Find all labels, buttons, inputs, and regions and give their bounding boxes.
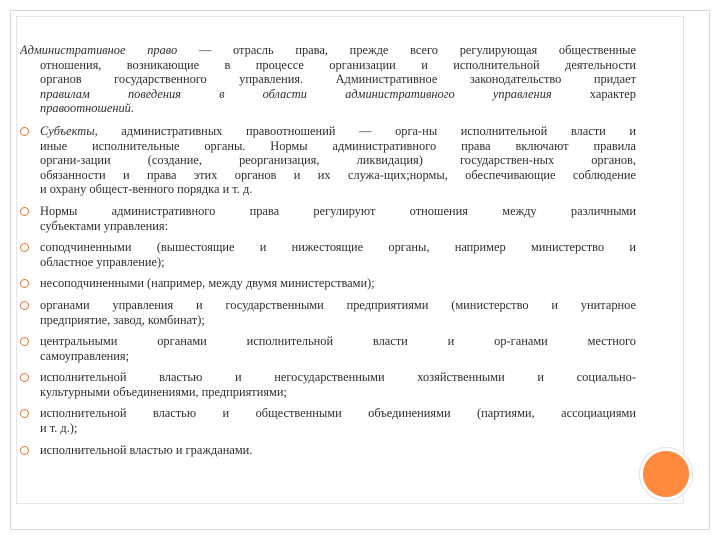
intro-paragraph — [20, 43, 636, 116]
item-line: исполнительной властью и общественными объединениями (партиями, ассоциациями — [40, 406, 636, 421]
intro-line: правоотношений. — [40, 101, 134, 116]
list-item — [20, 204, 636, 233]
intro-line: правилам поведения в области административного управления характер — [40, 86, 636, 101]
list-item-subjects — [20, 124, 636, 197]
orange-circle-decoration — [640, 448, 692, 500]
list-item — [20, 334, 636, 363]
item-line: культурными объединениями, предприятиями; — [40, 384, 287, 399]
slide-content — [20, 43, 636, 464]
item-line: несоподчиненными (например, между двумя министерствами); — [40, 276, 375, 291]
bullet-icon — [20, 127, 29, 136]
list-item — [20, 240, 636, 269]
item-line: центральными органами исполнительной власти и ор-ганами местного — [40, 334, 636, 349]
intro-term: Административное право — [20, 43, 178, 57]
intro-line: органов государственного управления. Административное законодательство придает — [40, 72, 636, 87]
item-line: Нормы административного права регулируют отношения между различными — [40, 203, 636, 218]
item-line: самоуправления; — [40, 348, 130, 363]
item-line: предприятие, завод, комбинат); — [40, 312, 205, 327]
intro-line: отношения, возникающие в процессе организации и исполнительной деятельности — [40, 57, 636, 72]
item-line: органи-зации (создание, реорганизация, ликвидация) государствен-ных органов, — [40, 153, 636, 168]
bullet-icon — [20, 337, 29, 346]
bullet-icon — [20, 243, 29, 252]
item-line: органами управления и государственными предприятиями (министерство и унитарное — [40, 297, 636, 312]
bullet-icon — [20, 373, 29, 382]
bullet-icon — [20, 207, 29, 216]
bullet-icon — [20, 409, 29, 418]
item-line: Субъекты, административных правоотношений — орга-ны исполнительной власти и — [40, 123, 636, 138]
bullet-icon — [20, 301, 29, 310]
intro-line: Административное право — отрасль права, прежде всего регулирующая общественные — [20, 43, 636, 57]
item-line: соподчиненными (вышестоящие и нижестоящие органы, например министерство и — [40, 240, 636, 255]
item-line: иные исполнительные органы. Нормы административного права включают правила — [40, 138, 636, 153]
item-line: исполнительной властью и негосударственными хозяйственными и социально- — [40, 370, 636, 385]
item-line: субъектами управления: — [40, 218, 169, 233]
item-line: областное управление); — [40, 254, 165, 269]
item-line: и охрану общест-венного порядка и т. д. — [40, 182, 253, 197]
bullet-icon — [20, 279, 29, 288]
list-item — [20, 443, 636, 458]
list-item — [20, 370, 636, 399]
item-line: исполнительной властью и гражданами. — [40, 442, 253, 457]
item-line: обязанности и права этих органов и их служа-щих;нормы, обеспечивающие соблюдение — [40, 167, 636, 182]
list-item — [20, 406, 636, 435]
bullet-icon — [20, 446, 29, 455]
list-item — [20, 298, 636, 327]
item-line: и т. д.); — [40, 421, 78, 436]
list-item — [20, 276, 636, 291]
